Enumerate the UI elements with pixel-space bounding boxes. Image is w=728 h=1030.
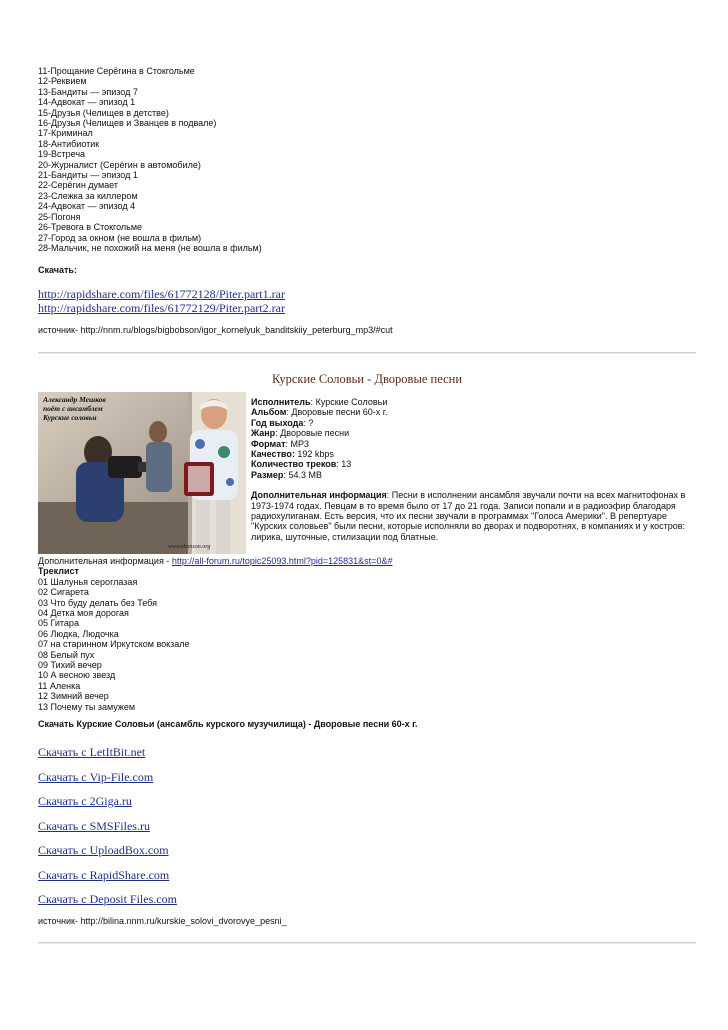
- track-item: 19-Встреча: [38, 149, 86, 160]
- info-label: Исполнитель: [251, 397, 311, 407]
- divider: [38, 352, 696, 354]
- info-value: Песни в исполнении ансамбля звучали почти на всех магнитофонах в 1973-1974 годах. Певцам в то время было от 17 до 21 года. Записи попали и в радиоэфир благодаря радиохулиганам. Есть версия, что их песни звучали в программах "Голоса Америки". В репертуаре "Курских соловьев" были песни, которые исполняли во дворах и подворотнях, в компаниях и у костров: лирика, шуточные, стилизации под блатные.: [251, 490, 686, 542]
- download-link-letitbit[interactable]: Скачать с LetItBit.net: [38, 745, 146, 759]
- tracklist-label: Треклист: [38, 566, 79, 577]
- photo-caption-line: Курские соловьи: [43, 413, 97, 422]
- source-text-2: источник- http://bilina.nnm.ru/kurskie_solovi_dvorovye_pesni_: [38, 916, 287, 926]
- track-item: 28-Мальчик, не похожий на меня (не вошла в фильм): [38, 242, 262, 253]
- info-count: Количество треков: 13: [251, 459, 352, 470]
- info-value: Курские Соловьи: [315, 397, 388, 407]
- rapidshare-link-part1[interactable]: http://rapidshare.com/files/61772128/Piter.part1.rar: [38, 287, 285, 301]
- download-link-rapidshare[interactable]: Скачать с RapidShare.com: [38, 867, 170, 882]
- info-value: 54.3 MB: [288, 469, 322, 480]
- rapidshare-link-part2[interactable]: http://rapidshare.com/files/61772129/Piter.part2.rar: [38, 301, 285, 315]
- post-title: Курские Соловьи - Дворовые песни: [271, 372, 463, 386]
- download-label: Скачать:: [38, 265, 77, 275]
- info-album: Альбом: Дворовые песни 60-х г.: [251, 407, 388, 418]
- track-item: 03 Что буду делать без Тебя: [38, 597, 157, 608]
- track-item: 07 на старинном Иркутском вокзале: [38, 639, 190, 650]
- photo-caption-line: Александр Мешков: [43, 395, 106, 404]
- track-item: 10 А весною звезд: [38, 670, 116, 681]
- more-info-link[interactable]: http://all-forum.ru/topic25093.html?pid=125831&st=0&#: [171, 556, 393, 566]
- download-links: [38, 743, 438, 915]
- track-item: 13 Почему ты замужем: [38, 701, 136, 712]
- track-item: 26-Тревога в Стокгольме: [38, 222, 143, 233]
- track-item: 08 Белый пух: [38, 649, 95, 660]
- download-link-2giga[interactable]: Скачать с 2Giga.ru: [38, 794, 132, 808]
- info-format: Формат: MP3: [251, 438, 310, 449]
- track-item: 02 Сигарета: [38, 587, 89, 598]
- info-year: Год выхода: ?: [251, 417, 314, 428]
- track-item: 11 Аленка: [38, 680, 81, 691]
- info-extra: Дополнительная информация: Песни в исполнении ансамбля звучали почти на всех магнитофонах в 1973-1974 годах. Певцам в то время было от 17 до 21 года. Записи попали и в радиоэфир благодаря радиохулиганам. Есть версия, что их песни звучали в программах "Голоса Америки". В репертуаре "Курских соловьев" были песни, которые исполняли во дворах и подворотнях, в компаниях и у костров: лирика, шуточные, стилизации под блатные.: [251, 490, 686, 542]
- track-list-1: [38, 66, 638, 253]
- track-item: 16-Друзья (Челищев и Званцев в подвале): [38, 118, 217, 129]
- track-item: 12-Реквием: [38, 76, 87, 87]
- track-item: 01 Шалунья сероглазая: [38, 576, 138, 587]
- info-label: Размер: [251, 469, 284, 480]
- info-size: Размер: 54.3 MB: [251, 469, 322, 480]
- divider: [38, 942, 696, 944]
- info-performer: Исполнитель: Курские Соловьи: [251, 397, 388, 407]
- info-label: Формат: [251, 438, 286, 449]
- more-info-label: Дополнительная информация -: [38, 556, 172, 566]
- info-value: 13: [341, 459, 352, 470]
- track-item: 24-Адвокат — эпизод 4: [38, 201, 136, 212]
- tracklist-section: [38, 556, 638, 712]
- photo-caption-line: поёт с ансамблем: [43, 404, 103, 413]
- track-item: 04 Детка моя дорогая: [38, 608, 129, 619]
- info-value: ?: [308, 417, 314, 428]
- album-photo: [38, 392, 246, 554]
- info-label: Альбом: [251, 407, 287, 418]
- download-link-vipfile[interactable]: Скачать с Vip-File.com: [38, 769, 154, 784]
- info-label: Качество:: [251, 449, 295, 460]
- track-item: 14-Адвокат — эпизод 1: [38, 97, 136, 108]
- track-item: 13-Бандиты — эпизод 7: [38, 86, 138, 97]
- track-item: 17-Криминал: [38, 128, 93, 139]
- track-item: 20-Журналист (Серёгин в автомобиле): [38, 159, 201, 170]
- more-info: [38, 556, 638, 566]
- info-value: MP3: [290, 438, 310, 449]
- album-info: [251, 397, 699, 542]
- info-value: 192 kbps: [297, 449, 334, 460]
- track-item: 18-Антибиотик: [38, 138, 100, 149]
- info-value: Дворовые песни 60-х г.: [291, 407, 388, 418]
- download-heading: Скачать Курские Соловьи (ансамбль курского музучилища) - Дворовые песни 60-х г.: [38, 719, 418, 729]
- download-link-depositfiles[interactable]: Скачать с Deposit Files.com: [38, 892, 177, 906]
- info-quality: [251, 449, 699, 459]
- info-label: Жанр: [251, 428, 276, 439]
- download-link-smsfiles[interactable]: Скачать с SMSFiles.ru: [38, 818, 150, 833]
- track-item: 15-Друзья (Челищев в детстве): [38, 107, 169, 118]
- download-link-uploadbox[interactable]: Скачать с UploadBox.com: [38, 843, 169, 857]
- track-item: 11-Прощание Серёгина в Стокгольме: [38, 66, 195, 76]
- info-label: Дополнительная информация: [251, 490, 387, 501]
- info-label: Год выхода: [251, 417, 304, 428]
- info-genre: Жанр: Дворовые песни: [251, 428, 350, 439]
- album-photo-image: [38, 392, 246, 554]
- track-item: 27-Город за окном (не вошла в фильм): [38, 232, 202, 243]
- track-item: 25-Погоня: [38, 211, 81, 222]
- track-item: 05 Гитара: [38, 618, 79, 629]
- track-item: 22-Серёгин думает: [38, 180, 118, 191]
- info-label: Количество треков: [251, 459, 337, 470]
- info-value: Дворовые песни: [280, 428, 350, 439]
- track-item: 12 Зимний вечер: [38, 691, 109, 702]
- track-item: 23-Слежка за киллером: [38, 190, 138, 201]
- track-item: 06 Людка, Людочка: [38, 628, 119, 639]
- track-item: 09 Тихий вечер: [38, 660, 102, 671]
- source-text-1: источник- http://nnm.ru/blogs/bigbobson/igor_kornelyuk_banditskiiy_peterburg_mp3/#cut: [38, 325, 393, 335]
- photo-watermark: www.shanson.org: [168, 544, 211, 550]
- track-item: 21-Бандиты — эпизод 1: [38, 170, 138, 181]
